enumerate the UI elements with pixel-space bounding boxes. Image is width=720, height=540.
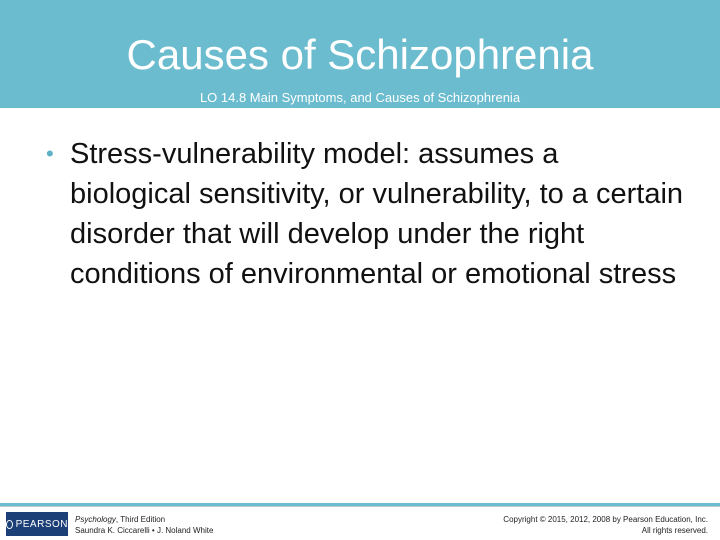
book-edition: , Third Edition: [115, 515, 166, 524]
book-authors: Saundra K. Ciccarelli • J. Noland White: [75, 526, 214, 535]
pearson-logo: [6, 512, 68, 536]
learning-objective-subtitle: LO 14.8 Main Symptoms, and Causes of Schizophrenia: [199, 90, 521, 105]
copyright-notice: [503, 514, 708, 536]
logo-text: PEARSON: [15, 518, 68, 530]
slide-title: Causes of Schizophrenia: [126, 31, 594, 78]
bullet-list: [46, 134, 686, 294]
copyright-text: Copyright © 2015, 2012, 2008 by Pearson Education, Inc.: [503, 515, 708, 524]
book-title: Psychology: [75, 515, 116, 524]
title-banner: [0, 0, 720, 108]
rights-text: All rights reserved.: [641, 526, 708, 535]
pearson-logo-icon: [6, 520, 13, 529]
bullet-marker: •: [46, 141, 54, 166]
bullet-text: Stress-vulnerability model: assumes a biological sensitivity, or vulnerability, to a certain disorder that will develop under the right conditions of environmental or emotional stress: [70, 138, 684, 290]
book-credit: [75, 514, 213, 536]
footer-divider-shadow: [0, 506, 720, 507]
bullet-item: [46, 134, 686, 294]
